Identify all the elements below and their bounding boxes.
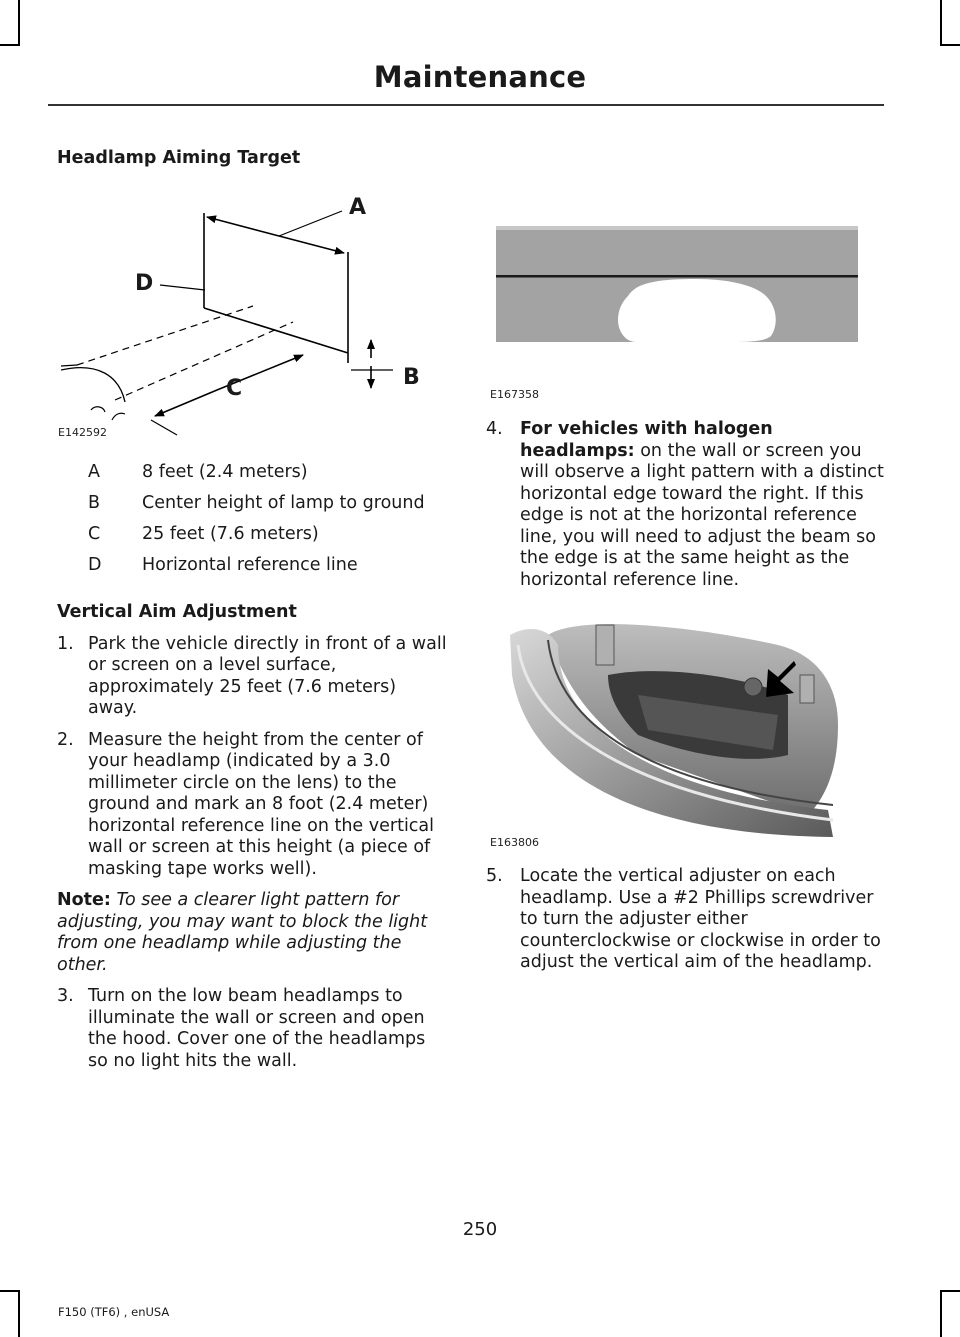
page-header-title: Maintenance [373,60,587,94]
crop-mark [940,1290,960,1292]
page-number: 250 [462,1219,498,1240]
subsection-title: Vertical Aim Adjustment [57,602,297,622]
step-text: Turn on the low beam headlamps to illuminate the wall or screen and open the hood. Cover one of the headlamps so no light hits the wall. [88,986,426,1071]
step-number: 1. [57,633,74,654]
diagram-label-b: B [403,365,420,390]
crop-mark [940,0,942,46]
footer-text: F150 (TF6) , enUSA [58,1305,170,1319]
figure-id: E163806 [490,836,539,849]
legend-value: 25 feet (7.6 meters) [142,524,319,544]
step-text: Park the vehicle directly in front of a wall or screen on a level surface, approximately 25 feet (7.6 meters) away. [88,633,447,718]
step-text: Measure the height from the center of your headlamp (indicated by a 3.0 millimeter circle on the lens) to the ground and mark an 8 foot (2.4 meter) horizontal reference line on the vertical wall or screen at this height (a piece of masking tape works well). [88,729,435,879]
figure-id: E167358 [490,388,539,401]
step-item [486,866,884,974]
legend-key: C [88,524,101,544]
step-4-block [486,419,884,601]
step-5-block [486,866,884,984]
legend-row [88,493,448,524]
crop-mark [18,1290,20,1337]
step-number: 5. [486,866,503,886]
diagram-label-a: A [349,195,367,220]
crop-mark [18,0,20,46]
diagram-legend [88,462,448,586]
legend-row [88,524,448,555]
step-bold-lead: For vehicles with halogen headlamps: [520,419,773,461]
diagram-label-d: D [135,271,154,296]
legend-key: D [88,555,102,575]
note [57,890,449,976]
step-text: Locate the vertical adjuster on each headlamp. Use a #2 Phillips screwdriver to turn the adjuster either counterclockwise or clockwise in order to adjust the vertical aim of the headlamp. [520,866,881,972]
legend-row [88,555,448,586]
step-item [486,419,884,591]
crop-mark [940,1290,942,1337]
header-divider [48,104,884,106]
step-text: on the wall or screen you will observe a light pattern with a distinct horizontal edge toward the right. If this edge is not at the horizontal reference line, you will need to adjust the beam so the edge is at the same height as the horizontal reference line. [520,440,884,590]
figure-id: E142592 [58,426,107,439]
legend-value: Horizontal reference line [142,555,358,575]
step-item [57,730,449,881]
crop-mark [940,44,960,46]
light-pattern-illustration [486,224,860,402]
step-number: 4. [486,419,503,439]
step-item [57,986,449,1072]
legend-row [88,462,448,493]
diagram-label-c: C [226,376,243,401]
step-item [57,634,449,720]
section-title: Headlamp Aiming Target [57,148,301,168]
note-text: To see a clearer light pattern for adjusting, you may want to block the light from one headlamp while adjusting the other. [57,890,428,975]
legend-key: B [88,493,101,513]
legend-value: Center height of lamp to ground [142,493,425,513]
vertical-aim-section [57,602,449,1082]
note-label: Note: [57,890,111,910]
legend-value: 8 feet (2.4 meters) [142,462,308,482]
crop-mark [0,44,20,46]
headlamp-aiming-target-diagram [57,190,449,445]
headlamp-adjuster-illustration [488,605,860,850]
legend-key: A [88,462,100,482]
step-number: 3. [57,986,74,1006]
crop-mark [0,1290,20,1292]
step-number: 2. [57,729,74,750]
